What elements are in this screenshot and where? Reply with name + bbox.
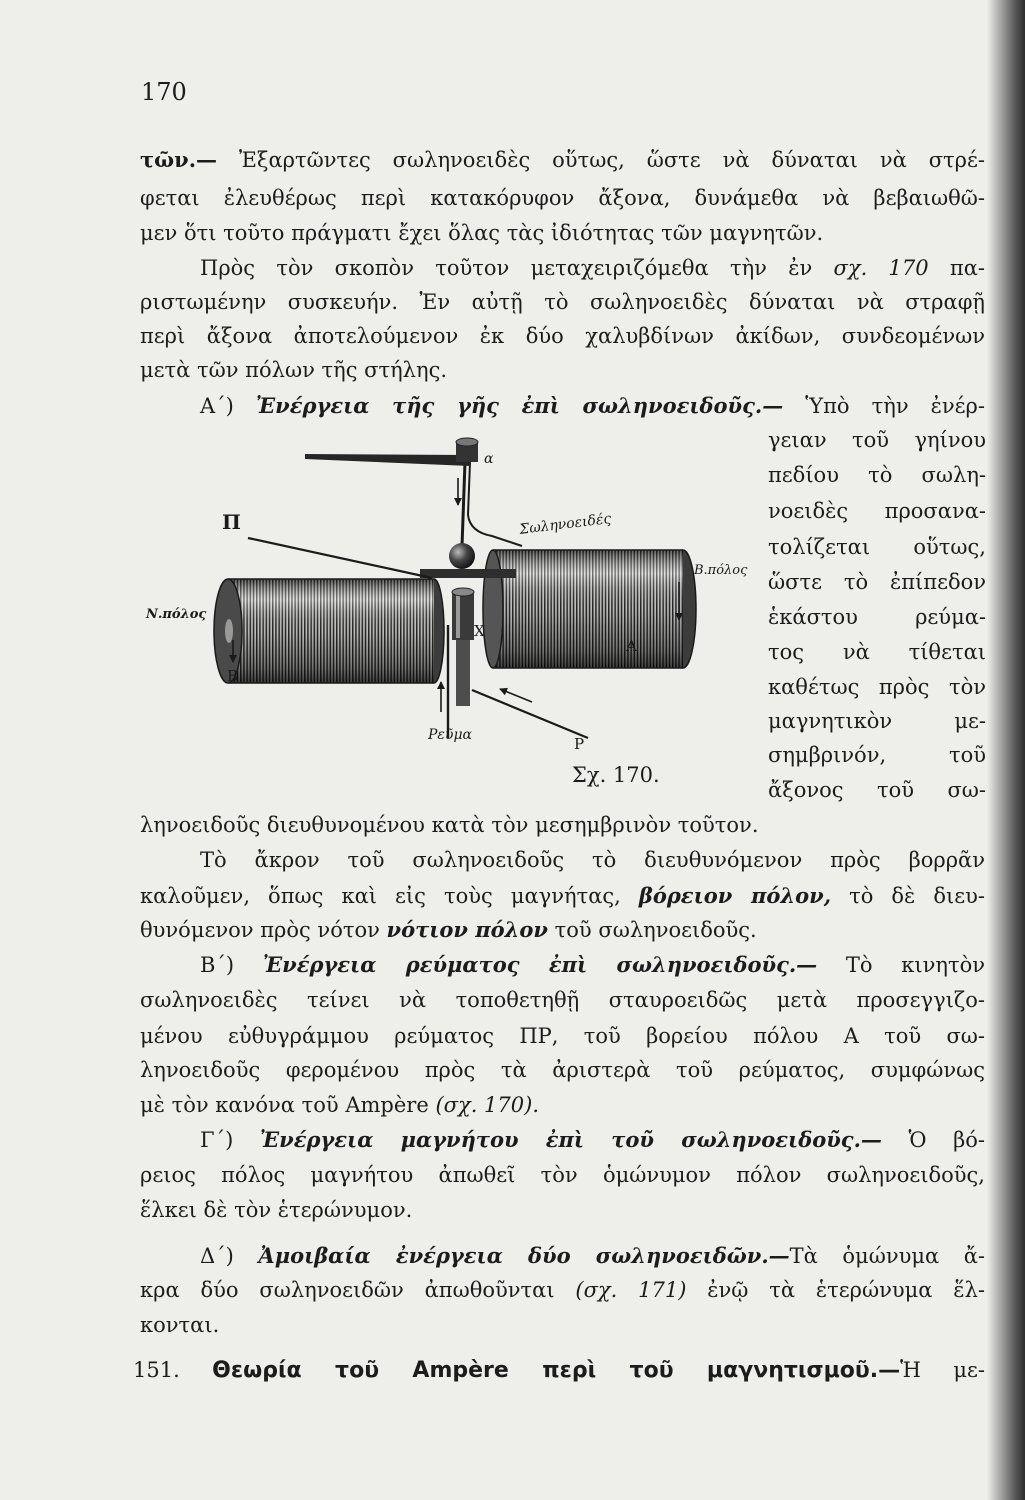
figure-label-north-pole: Β.πόλος — [694, 563, 748, 578]
stand-rod — [456, 640, 470, 706]
section-number: 151. — [133, 1358, 213, 1382]
figure-reference: σχ. 170 — [833, 256, 929, 280]
section-heading: Ἐνέργεια ρεύματος ἐπὶ σωληνοειδοῦς.— — [262, 952, 818, 977]
line-text: Τὸ ἄκρον τοῦ σωληνοειδοῦς τὸ διευθυνόμενον πρὸς βορρᾶν — [200, 848, 985, 872]
line-text: ληνοειδοῦς φερομένου πρὸς τὰ ἀριστερὰ τοῦ ρεύματος, συμφώνως — [140, 1058, 985, 1082]
line-text: ρειος πόλος μαγνήτου ἀπωθεῖ τὸν ὁμώνυμον πόλον σωληνοειδοῦς, — [140, 1163, 985, 1187]
line-text: κρα δύο σωληνοειδῶν ἀπωθοῦνται — [140, 1278, 576, 1302]
section-marker: Α΄) — [200, 394, 256, 418]
side-line: ὥστε τὸ ἐπίπεδον — [768, 570, 986, 594]
text-line — [140, 143, 985, 177]
connecting-wire — [468, 462, 522, 546]
line-text: ληνοειδοῦς διευθυνομένου κατὰ τὸν μεσημβρινὸν τοῦτον. — [140, 813, 759, 837]
side-line: ἄξονος τοῦ σω- — [768, 778, 986, 802]
section-marker: Β΄) — [200, 953, 263, 977]
text-line — [140, 285, 985, 319]
line-text: πα- — [928, 256, 985, 280]
section-marker: Δ΄) — [200, 1244, 259, 1268]
figure-label-a: Α — [626, 637, 637, 655]
text-line — [140, 181, 985, 215]
figure-label-r: Ρ — [574, 735, 585, 753]
text-line — [133, 1353, 985, 1387]
line-text: Τὰ ὁμώνυμα ἄ- — [789, 1244, 985, 1268]
lever-bar — [305, 454, 470, 466]
text-line — [140, 879, 985, 913]
line-text: μὲ τὸν κανόνα τοῦ Ampère — [140, 1093, 436, 1117]
side-line: νοειδὲς προσανα- — [768, 499, 986, 523]
current-arrow-diagonal — [500, 689, 532, 702]
text-line — [140, 808, 985, 842]
text-line — [140, 1158, 985, 1192]
coil-right-shading — [493, 550, 683, 668]
current-wire-diagonal — [472, 690, 588, 738]
figure-label-solenoid: Σωληνοειδές — [518, 510, 613, 538]
text-line — [140, 913, 985, 947]
text-line — [140, 319, 985, 353]
line-text: μεν ὅτι τοῦτο πράγματι ἔχει ὅλας τὰς ἰδιότητας τῶν μαγνητῶν. — [140, 221, 824, 245]
text-line — [140, 1273, 985, 1307]
text-line — [140, 1308, 985, 1342]
text-line — [140, 1053, 985, 1087]
section-heading: Ἐνέργεια μαγνήτου ἐπὶ τοῦ σωληνοειδοῦς.— — [259, 1127, 882, 1152]
text-line — [140, 1193, 985, 1227]
text-line — [200, 1123, 985, 1157]
text-line — [140, 1088, 985, 1122]
section-heading: Ἀμοιβαία ἐνέργεια δύο σωληνοειδῶν.— — [258, 1243, 790, 1268]
binding-shadow — [987, 0, 1025, 1500]
stand-cylinder — [452, 592, 474, 640]
line-text: ριστωμένην συσκευήν. Ἐν αὐτῇ τὸ σωληνοειδὲς δύναται νὰ στραφῇ — [140, 290, 985, 314]
text-line — [200, 251, 985, 285]
line-text: κονται. — [140, 1313, 220, 1337]
text-line — [140, 216, 985, 250]
pivot-ball — [449, 543, 475, 569]
side-line: πεδίου τὸ σωλη- — [768, 463, 986, 487]
line-text: Ὑπὸ τὴν ἐνέρ- — [783, 394, 985, 418]
line-text: Πρὸς τὸν σκοπὸν τοῦτον μεταχειριζόμεθα τὴν ἐν — [200, 256, 834, 280]
bold-lead: τῶν.— — [140, 147, 218, 172]
text-line — [200, 1239, 985, 1273]
figure-label-current: Ρεῦμα — [428, 727, 472, 743]
side-line: καθέτως πρὸς τὸν — [768, 675, 986, 699]
lever-knob-top — [456, 438, 478, 446]
side-line: σημβρινόν, τοῦ — [768, 743, 986, 767]
line-text: Ὁ βό- — [881, 1128, 985, 1152]
text-line — [200, 843, 985, 877]
text-line — [200, 948, 985, 982]
figure-reference: (σχ. 171) — [575, 1278, 687, 1302]
text-line — [140, 353, 985, 387]
figure-label-alpha: α — [484, 451, 494, 467]
section-title: Θεωρία τοῦ Ampère περὶ τοῦ μαγνητισμοῦ.— — [212, 1358, 901, 1383]
text-line — [200, 389, 985, 423]
figure-label-p: Π — [222, 510, 241, 534]
side-line: ἑκάστου ρεύμα- — [768, 605, 986, 629]
line-text: Ἡ με- — [900, 1358, 985, 1382]
page-number: 170 — [141, 78, 187, 106]
figure-reference: (σχ. 170). — [435, 1093, 539, 1117]
suspension-rod — [462, 462, 465, 546]
line-text: ἐνῷ τὰ ἑτερώνυμα ἕλ- — [686, 1278, 985, 1302]
side-line: τος νὰ τίθεται — [768, 640, 986, 664]
line-text: καλοῦμεν, ὅπως καὶ εἰς τοὺς μαγνήτας, — [140, 884, 639, 908]
line-text: μένου εὐθυγράμμου ρεύματος ΠΡ, τοῦ βορείου πόλου Α τοῦ σω- — [140, 1024, 985, 1048]
text-line — [140, 983, 985, 1017]
line-text: τοῦ σωληνοειδοῦς. — [547, 918, 757, 942]
section-marker: Γ΄) — [200, 1128, 260, 1152]
term-south-pole: νότιον πόλον — [386, 917, 548, 942]
line-text: Τὸ κινητὸν — [817, 953, 985, 977]
section-heading: Ἐνέργεια τῆς γῆς ἐπὶ σωληνοειδοῦς.— — [255, 393, 784, 418]
stand-highlight — [456, 594, 460, 638]
figure-label-x: Χ — [474, 622, 485, 640]
stand-top — [452, 588, 474, 596]
term-north-pole: βόρειον πόλον, — [638, 883, 832, 908]
figure-label-south-pole: Ν.πόλος — [146, 607, 207, 622]
line-text: φεται ἐλευθέρως περὶ κατακόρυφον ἄξονα, δυνάμεθα νὰ βεβαιωθῶ- — [140, 186, 985, 210]
line-text: σωληνοειδὲς τείνει νὰ τοποθετηθῇ σταυροειδῶς μετὰ προσεγγιζο- — [140, 988, 985, 1012]
side-line: γειαν τοῦ γηίνου — [768, 428, 986, 452]
coil-right-end-face — [483, 550, 503, 668]
axle-rod — [420, 569, 516, 578]
line-text: μετὰ τῶν πόλων τῆς στήλης. — [140, 358, 448, 382]
lead-wire-p — [248, 538, 432, 578]
line-text: θυνόμενον πρὸς νότον — [140, 918, 387, 942]
side-line: μαγνητικὸν με- — [768, 709, 986, 733]
line-text: περὶ ἄξονα ἀποτελούμενον ἐκ δύο χαλυβδίνων ἀκίδων, συνδεομένων — [140, 324, 985, 348]
figure-caption: Σχ. 170. — [572, 763, 660, 787]
line-text: τὸ δὲ διευ- — [831, 884, 985, 908]
side-line: τολίζεται οὕτως, — [768, 535, 986, 559]
text-line — [140, 1019, 985, 1053]
line-text: ἕλκει δὲ τὸν ἑτερώνυμον. — [140, 1198, 413, 1222]
line-text: Ἐξαρτῶντες σωληνοειδὲς οὕτως, ὥστε νὰ δύναται νὰ στρέ- — [217, 148, 985, 172]
coil-left-shading — [228, 579, 434, 683]
coil-left-end-hole — [225, 619, 233, 643]
figure-label-b: Β — [227, 667, 239, 685]
figure-solenoid-apparatus — [140, 425, 770, 770]
